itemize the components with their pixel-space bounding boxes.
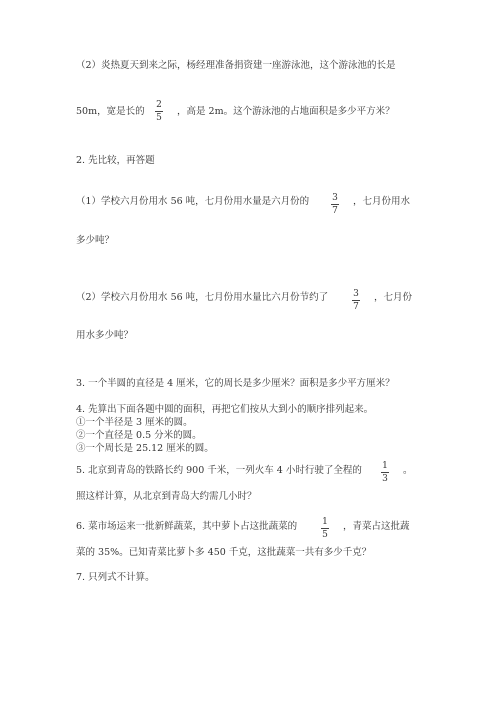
- fraction-bar: [381, 472, 389, 473]
- q2-sub2-fraction: [153, 100, 165, 123]
- fraction-denominator: 5: [156, 113, 162, 123]
- section2-title: 2. 先比较，再答题: [76, 155, 155, 166]
- fraction-denominator: 7: [332, 206, 338, 216]
- q5-line1-start: 5. 北京到青岛的铁路长约 900 千米，一列火车 4 小时行驶了全程的: [76, 465, 362, 476]
- fraction-numerator: 3: [353, 289, 359, 299]
- q2-sub2-line2-start: 50m，宽是长的: [76, 106, 145, 117]
- s2-q1-fraction: [329, 193, 341, 216]
- fraction-numerator: 1: [382, 461, 388, 471]
- s2-q1-line1-start: （1）学校六月份用水 56 吨，七月份用水量是六月份的: [76, 196, 310, 207]
- q3-text: 3. 一个半圆的直径是 4 厘米，它的周长是多少厘米？面积是多少平方厘米？: [76, 378, 395, 389]
- fraction-bar: [331, 204, 339, 205]
- q2-sub2-line1: （2）炎热夏天到来之际，杨经理准备捐资建一座游泳池，这个游泳池的长是: [76, 60, 396, 71]
- s2-q2-line2: 用水多少吨？: [76, 330, 134, 341]
- fraction-bar: [321, 528, 329, 529]
- q4-item-2: ②一个直径是 0.5 分米的圆。: [76, 430, 202, 441]
- fraction-numerator: 2: [156, 100, 162, 110]
- q4-item-1: ①一个半径是 3 厘米的圆。: [76, 417, 193, 428]
- q6-line1-end: ，青菜占这批蔬: [343, 521, 410, 532]
- q5-fraction: [379, 461, 391, 484]
- q6-line2: 菜的 35%。已知青菜比萝卜多 450 千克，这批蔬菜一共有多少千克？: [76, 547, 372, 558]
- q6-line1-start: 6. 菜市场运来一批新鲜蔬菜，其中萝卜占这批蔬菜的: [76, 521, 298, 532]
- q4-title: 4. 先算出下面各题中圆的面积，再把它们按从大到小的顺序排列起来。: [76, 404, 374, 415]
- q7-text: 7. 只列式不计算。: [76, 572, 155, 583]
- fraction-denominator: 3: [382, 474, 388, 484]
- s2-q2-line1-end: ，七月份: [374, 292, 413, 303]
- q2-sub2-line2-end: ，高是 2m。这个游泳池的占地面积是多少平方米？: [177, 106, 395, 117]
- fraction-denominator: 7: [353, 302, 359, 312]
- s2-q1-line1-end: ，七月份用水: [353, 196, 411, 207]
- s2-q2-line1-start: （2）学校六月份用水 56 吨，七月份用水量比六月份节约了: [76, 292, 329, 303]
- q6-fraction: [319, 517, 331, 540]
- fraction-numerator: 1: [322, 517, 328, 527]
- q4-item-3: ③一个周长是 25.12 厘米的圆。: [76, 443, 214, 454]
- fraction-bar: [155, 111, 163, 112]
- fraction-numerator: 3: [332, 193, 338, 203]
- fraction-denominator: 5: [322, 530, 328, 540]
- s2-q1-line2: 多少吨？: [76, 235, 115, 246]
- q5-line1-end: 。: [403, 465, 413, 476]
- fraction-bar: [352, 300, 360, 301]
- q5-line2: 照这样计算，从北京到青岛大约需几小时？: [76, 491, 257, 502]
- s2-q2-fraction: [350, 289, 362, 312]
